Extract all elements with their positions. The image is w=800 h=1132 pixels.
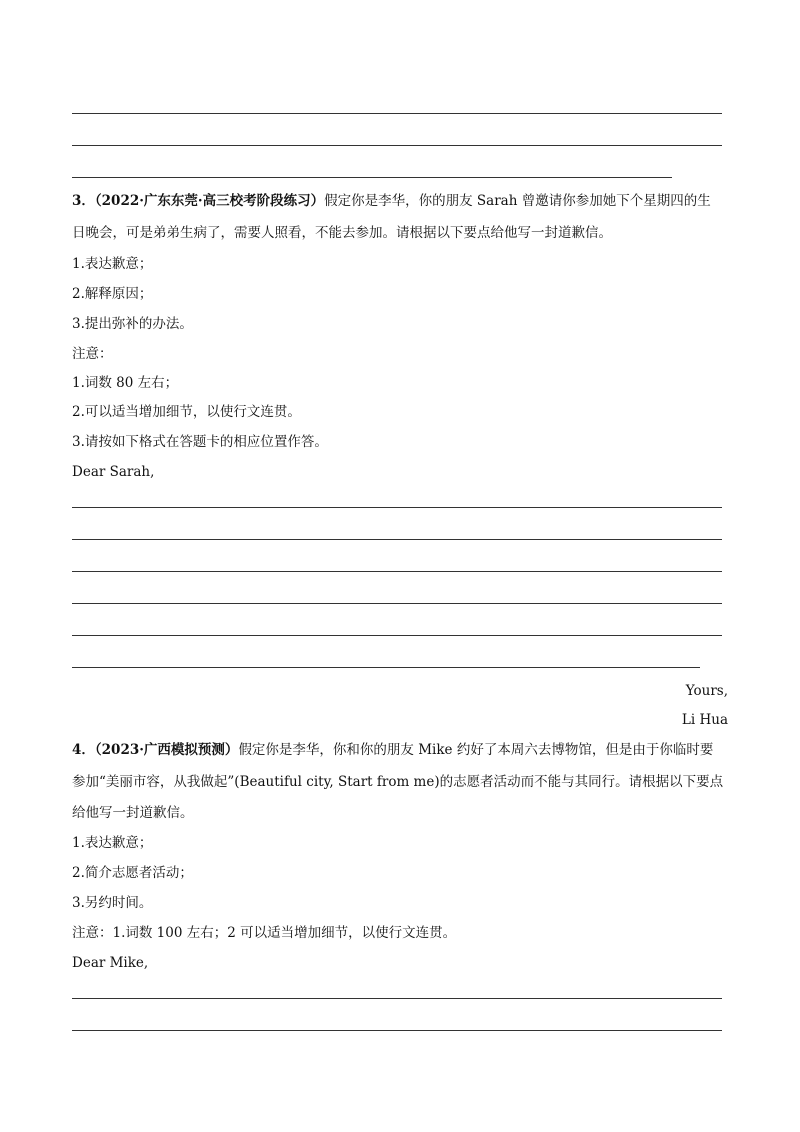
q3-prompt-line1: [72, 192, 711, 210]
answer-line: [72, 145, 722, 146]
q3-closing: Yours,: [685, 683, 728, 699]
q3-greeting: Dear Sarah,: [72, 464, 155, 480]
q3-notes-title: 注意：: [72, 346, 113, 362]
q3-point-2: 2.解释原因；: [72, 286, 153, 302]
answer-line: [72, 635, 722, 636]
q3-number: 3．: [72, 193, 95, 209]
q3-note-3: 3.请按如下格式在答题卡的相应位置作答。: [72, 434, 328, 450]
answer-line: [72, 1030, 722, 1031]
q3-prompt-text: 假定你是李华，你的朋友 Sarah 曾邀请你参加她下个星期四的生: [324, 193, 711, 209]
q3-point-1: 1.表达歉意；: [72, 256, 153, 272]
q3-source: （2022·广东东莞·高三校考阶段练习）: [94, 193, 325, 209]
q4-source: （2023·广西模拟预测）: [94, 742, 239, 758]
q4-notes: 注意：1.词数 100 左右；2 可以适当增加细节，以使行文连贯。: [72, 925, 457, 941]
answer-line: [72, 507, 722, 508]
answer-line: [72, 603, 722, 604]
answer-line: [72, 667, 700, 668]
answer-line: [72, 177, 672, 178]
answer-line: [72, 113, 722, 114]
q4-number: 4．: [72, 742, 95, 758]
answer-line: [72, 571, 722, 572]
q4-point-2: 2.简介志愿者活动；: [72, 865, 193, 881]
q3-prompt-line2: 日晚会，可是弟弟生病了，需要人照看，不能去参加。请根据以下要点给他写一封道歉信。: [72, 225, 612, 241]
q3-signature: Li Hua: [681, 712, 728, 728]
q4-point-1: 1.表达歉意；: [72, 835, 153, 851]
q4-prompt-line2: 参加“美丽市容，从我做起”(Beautiful city, Start from me)的志愿者活动而不能与其同行。请根据以下要点: [72, 774, 724, 790]
q3-point-3: 3.提出弥补的办法。: [72, 316, 193, 332]
q3-note-2: 2.可以适当增加细节，以使行文连贯。: [72, 404, 301, 420]
q4-point-3: 3.另约时间。: [72, 895, 153, 911]
q4-prompt-line3: 给他写一封道歉信。: [72, 805, 194, 821]
q4-prompt-text: 假定你是李华，你和你的朋友 Mike 约好了本周六去博物馆，但是由于你临时要: [238, 742, 714, 758]
q4-greeting: Dear Mike,: [72, 955, 149, 971]
q3-note-1: 1.词数 80 左右；: [72, 375, 179, 391]
answer-line: [72, 539, 722, 540]
answer-line: [72, 998, 722, 999]
q4-prompt-line1: [72, 741, 713, 759]
